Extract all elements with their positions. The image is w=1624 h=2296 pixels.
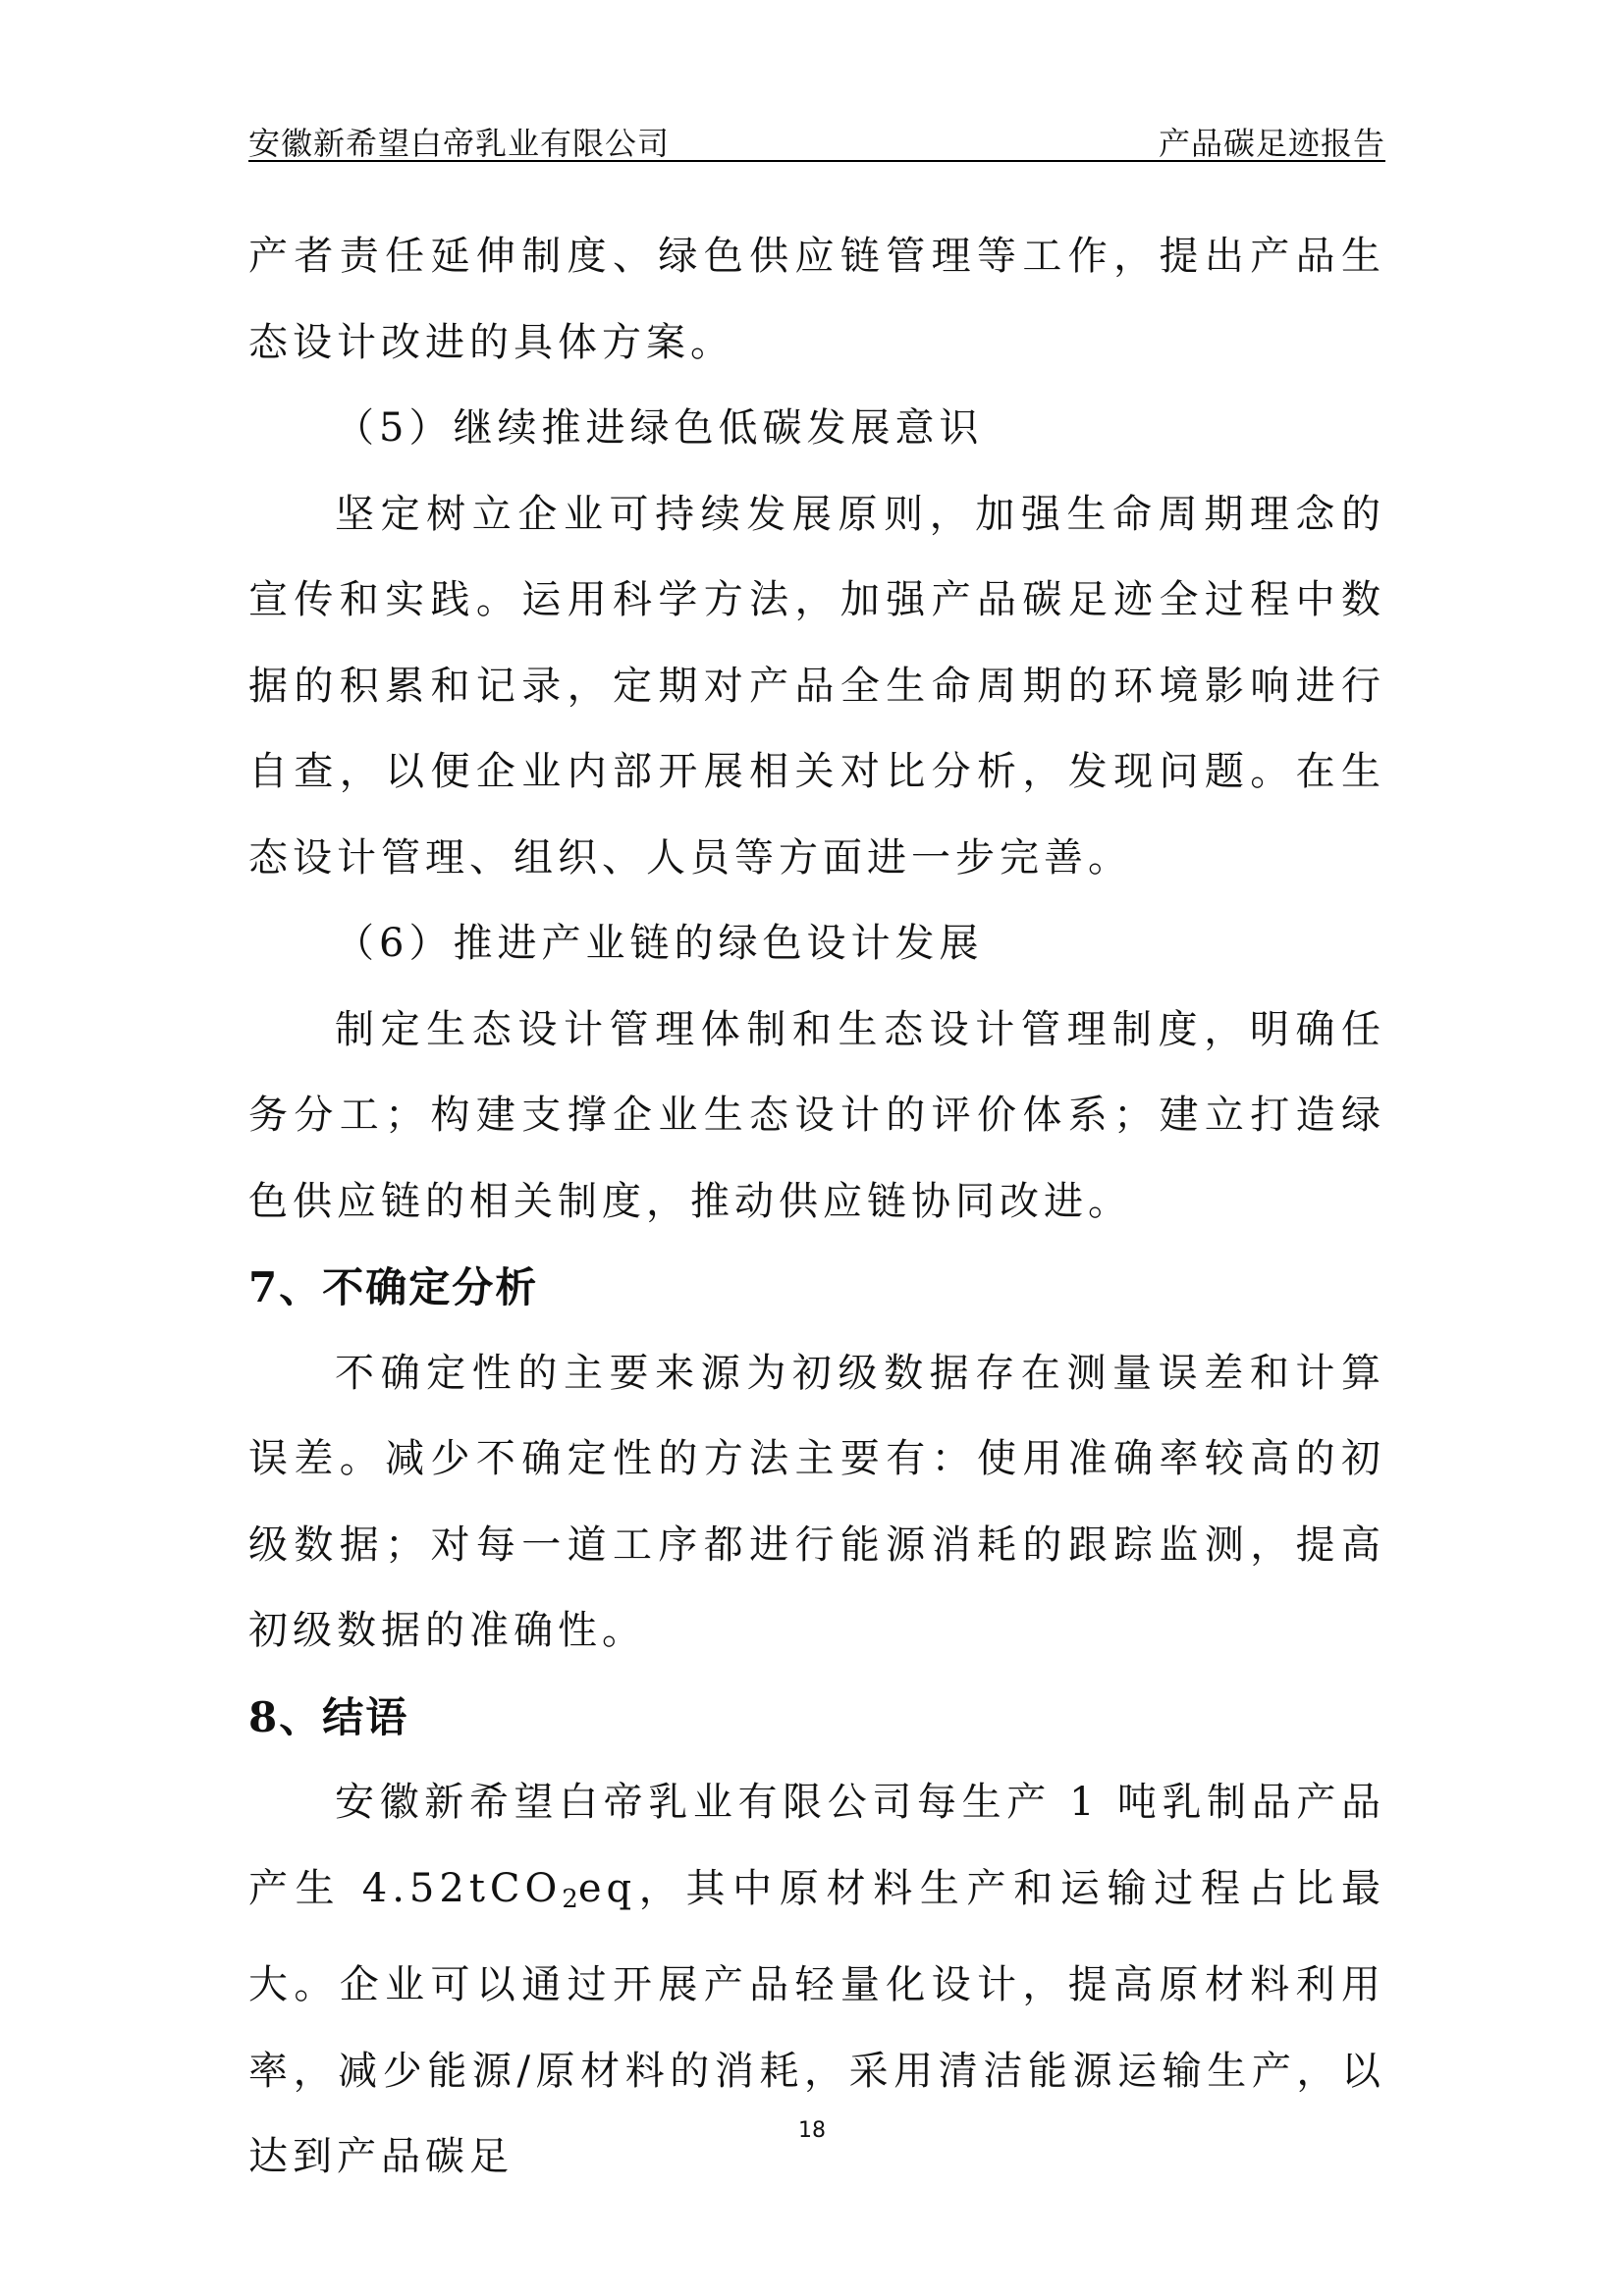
- page-number: 18: [798, 2118, 826, 2143]
- header-company-name: 安徽新希望白帝乳业有限公司: [248, 125, 671, 162]
- subheading-6: （6）推进产业链的绿色设计发展: [335, 921, 984, 966]
- co2-subscript: 2: [562, 1884, 578, 1914]
- paragraph-low-carbon: 坚定树立企业可持续发展原则，加强生命周期理念的宣传和实践。运用科学方法，加强产品碳足迹全过程中数据的积累和记录，定期对产品全生命周期的环境影响进行自查，以便企业内部开展相关对比分析，发现问题。在生态设计管理、组织、人员等方面进一步完善。: [248, 491, 1385, 881]
- paragraph-green-design: 制定生态设计管理体制和生态设计管理制度，明确任务分工；构建支撑企业生态设计的评价体系；建立打造绿色供应链的相关制度，推动供应链协同改进。: [248, 1006, 1385, 1224]
- header-report-title: 产品碳足迹报告: [1158, 125, 1385, 162]
- paragraph-continuation: 产者责任延伸制度、绿色供应链管理等工作，提出产品生态设计改进的具体方案。: [248, 234, 1385, 365]
- conclusion-text-start: 安徽新希望白帝乳业有限公司每生产 1 吨乳制品产品产生 4.52tCO: [248, 1780, 1385, 1911]
- section-heading-conclusion: 8、结语: [248, 1692, 409, 1741]
- subheading-5: （5）继续推进绿色低碳发展意识: [335, 405, 984, 451]
- page-header: [248, 111, 1385, 162]
- conclusion-text-end: eq，其中原材料生产和运输过程占比最大。企业可以通过开展产品轻量化设计，提高原材料利用率，减少能源/原材料的消耗，采用清洁能源运输生产，以达到产品碳足: [248, 1865, 1386, 2179]
- section-heading-uncertainty: 7、不确定分析: [248, 1263, 539, 1311]
- paragraph-uncertainty: 不确定性的主要来源为初级数据存在测量误差和计算误差。减少不确定性的方法主要有：使用准确率较高的初级数据；对每一道工序都进行能源消耗的跟踪监测，提高初级数据的准确性。: [248, 1350, 1385, 1653]
- page-content: [248, 214, 1385, 2201]
